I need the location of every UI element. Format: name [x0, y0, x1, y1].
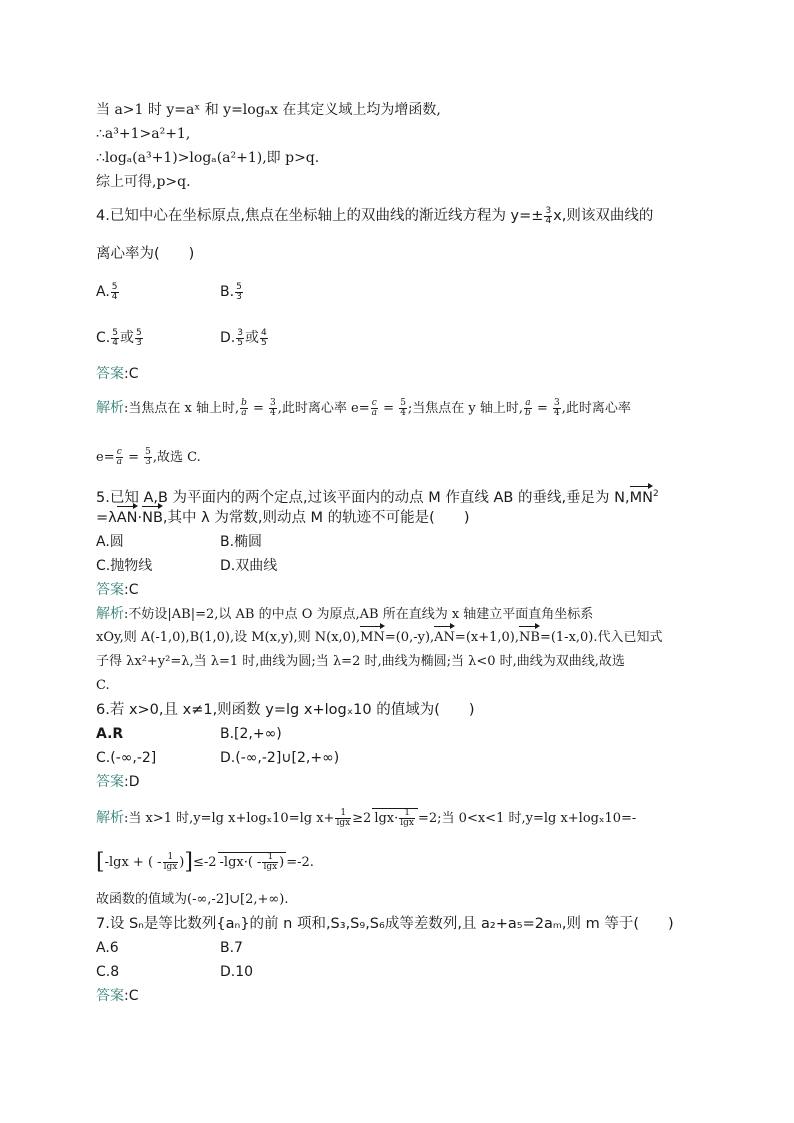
q4-option-c: C. $\frac{5}{4}$ 或 $\frac{5}{3}$ [96, 327, 142, 348]
explanation-label: 解析 [96, 810, 124, 826]
answer-value: :C [124, 988, 139, 1004]
q4-explanation-line-1: 解析:当焦点在 x 轴上时, $\frac{b}{a}$ = $\frac{3}{4}$ ,此时离心率 e= $\frac{c}{a}$ = $\frac{5}{4}$ ;当焦点在 y 轴上时, $\frac{a}{b}$ = $\frac{3}{4}$ ,此时离心率 [96, 398, 631, 418]
q5-explanation-line-3: 子得 λx²+y²=λ,当 λ=1 时,曲线为圆;当 λ=2 时,曲线为椭圆;当 λ<0 时,曲线为双曲线,故选 [96, 654, 625, 669]
vector-nb: NB [142, 510, 163, 526]
vector-an: AN [116, 510, 138, 526]
answer-value: :D [124, 774, 140, 790]
answer-value: :C [124, 582, 139, 598]
explanation-label: 解析 [96, 400, 124, 416]
answer-label: 答案 [96, 582, 124, 598]
square-root: -lgx·( - $\frac{1}{\lg x}$ ) [219, 852, 285, 872]
q4-stem-text-a: 4.已知中心在坐标原点,焦点在坐标轴上的双曲线的渐近线方程为 y=± [96, 208, 544, 224]
q4-option-d: D. $\frac{3}{5}$ 或 $\frac{4}{5}$ [220, 327, 267, 348]
q7-option-b: B.7 [220, 940, 243, 956]
prev-solution-line-1: 当 a>1 时 y=aˣ 和 y=logₐx 在其定义域上均为增函数, [96, 102, 441, 118]
q5-stem-line-2: =λAN·NB,其中 λ 为常数,则动点 M 的轨迹不可能是( ) [96, 510, 470, 526]
q4-option-a: A. $\frac{5}{4}$ [96, 281, 118, 302]
q4-stem-text-b: x,则该双曲线的 [553, 208, 654, 224]
q4-option-b: B. $\frac{5}{3}$ [220, 281, 242, 302]
q5-option-b: B.椭圆 [220, 534, 263, 550]
q6-explanation-line-3: 故函数的值域为(-∞,-2]∪[2,+∞). [96, 892, 289, 907]
q7-option-c: C.8 [96, 964, 120, 980]
q5-option-c: C.抛物线 [96, 558, 153, 574]
q6-explanation-line-2: [-lgx + ( - $\frac{1}{\lg x}$ )]≤-2 -lgx·( - $\frac{1}{\lg x}$ ) =-2. [96, 849, 314, 875]
q5-answer [96, 580, 139, 600]
q6-option-c: C.(-∞,-2] [96, 750, 157, 766]
q5-option-a: A.圆 [96, 534, 124, 550]
answer-label: 答案 [96, 366, 124, 382]
q7-option-a: A.6 [96, 940, 119, 956]
prev-solution-line-3: ∴logₐ(a³+1)>logₐ(a²+1),即 p>q. [96, 150, 320, 166]
q5-explanation-line-1: 解析:不妨设|AB|=2,以 AB 的中点 O 为原点,AB 所在直线为 x 轴建立平面直角坐标系 [96, 606, 594, 622]
q4-stem-fraction: $\frac{3}{4}$ [545, 205, 552, 226]
q5-explanation-line-4: C. [96, 678, 110, 693]
answer-label: 答案 [96, 774, 124, 790]
q6-answer [96, 772, 140, 792]
q5-option-d: D.双曲线 [220, 558, 278, 574]
prev-solution-line-2: ∴a³+1>a²+1, [96, 126, 191, 142]
q6-stem: 6.若 x>0,且 x≠1,则函数 y=lg x+logₓ10 的值域为( ) [96, 702, 475, 718]
q7-stem: 7.设 Sₙ是等比数列{aₙ}的前 n 项和,S₃,S₉,S₆成等差数列,且 a₂+a₅=2aₘ,则 m 等于( ) [96, 916, 674, 932]
answer-value: :C [124, 366, 139, 382]
prev-solution-line-4: 综上可得,p>q. [96, 174, 191, 190]
q7-option-d: D.10 [220, 964, 254, 980]
answer-label: 答案 [96, 988, 124, 1004]
q6-option-d: D.(-∞,-2]∪[2,+∞) [220, 750, 340, 766]
q4-explanation-line-2: e= $\frac{c}{a}$ = $\frac{5}{3}$ ,故选 C. [96, 447, 201, 467]
q4-stem-line-2: 离心率为( ) [96, 246, 195, 262]
q4-answer [96, 364, 139, 384]
q4-stem-line-1 [96, 206, 653, 226]
q6-option-a: A.R [96, 726, 124, 742]
q5-stem-line-1: 5.已知 A,B 为平面内的两个定点,过该平面内的动点 M 作直线 AB 的垂线,垂足为 $N,MN^2$ [96, 489, 659, 506]
square-root: lgx· $\frac{1}{\lg x}$ [372, 808, 418, 829]
explanation-label: 解析 [96, 606, 124, 622]
q5-explanation-line-2: xOy,则 A(-1,0),B(1,0),设 M(x,y),则 N(x,0),MN=(0,-y),AN=(x+1,0),NB=(1-x,0).代入已知式 [96, 628, 663, 648]
q6-option-b: B.[2,+∞) [220, 726, 282, 742]
q7-answer [96, 986, 139, 1006]
vector-mn: MN [629, 489, 653, 506]
q6-explanation-line-1: 解析:当 x>1 时,y=lg x+logₓ10=lg x+ $\frac{1}{\lg x}$ ≥2 lgx· $\frac{1}{\lg x}$ =2;当 0<x<1 时,y=lg x+logₓ10=- [96, 808, 637, 828]
